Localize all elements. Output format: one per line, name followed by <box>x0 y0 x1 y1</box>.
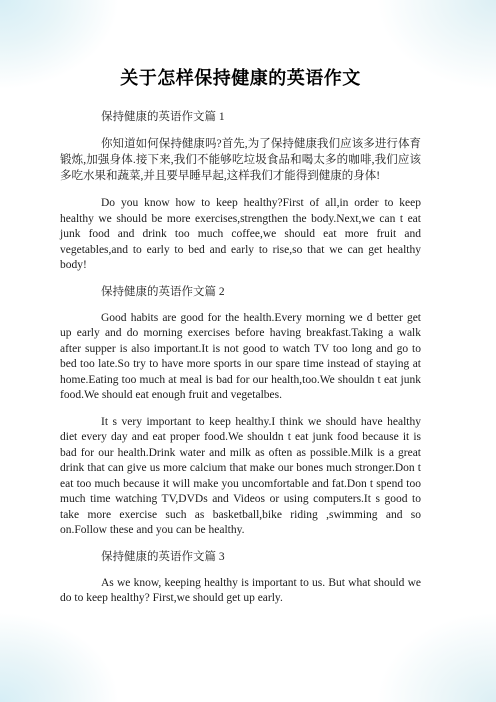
document-page <box>60 64 421 618</box>
corner-decoration-bottom-left <box>0 612 120 702</box>
section-2-paragraph-1: Good habits are good for the health.Every morning we d better get up early and do morning exercises before having breakfast.Taking a walk after supper is also important.It is not good to watch TV too long and go to bed too late.So try to have more sports in our spare time instead of staying at home.Eating too much at meal is bad for our health,too.We shouldn t eat junk food.We should eat enough fruit and vegetalbes. <box>60 311 421 401</box>
section-3-heading: 保持健康的英语作文篇 3 <box>101 550 225 563</box>
section-3-paragraph-1: As we know, keeping healthy is important to us. But what should we do to keep healthy? First,we should get up early. <box>60 576 421 604</box>
section-1-heading: 保持健康的英语作文篇 1 <box>101 111 225 123</box>
section-1-english-paragraph: Do you know how to keep healthy?First of all,in order to keep healthy we should be more exercises,strengthen the body.Next,we can t eat junk food and drink too much coffee,we should eat more fruit and vegetables,and to early to bed and early to rise,so that we can get healthy body! <box>60 197 421 271</box>
section-2-paragraph-2: It s very important to keep healthy.I think we should have healthy diet every day and eat proper food.We shouldn t eat junk food because it is bad for our health.Drink water and milk as often as possible.Milk is a great drink that can give us more calcium that make our bones much stronger.Don t eat too much because it will make you uncomfortable and fat.Don t spend too much time watching TV,DVDs and Videos or using computers.It s good to take more exercise such as basketball,bike riding ,swimming and so on.Follow these and you can be healthy. <box>60 415 421 536</box>
section-1-chinese-paragraph: 你知道如何保持健康吗?首先,为了保持健康我们应该多进行体育锻炼,加强身体.接下来,我们不能够吃垃圾食品和喝太多的咖啡,我们应该多吃水果和蔬菜,并且要早睡早起,这样我们才能得到健康的身体! <box>60 138 421 182</box>
corner-decoration-bottom-right <box>376 612 496 702</box>
section-2-heading: 保持健康的英语作文篇 2 <box>101 285 225 298</box>
document-title: 关于怎样保持健康的英语作文 <box>120 68 361 89</box>
